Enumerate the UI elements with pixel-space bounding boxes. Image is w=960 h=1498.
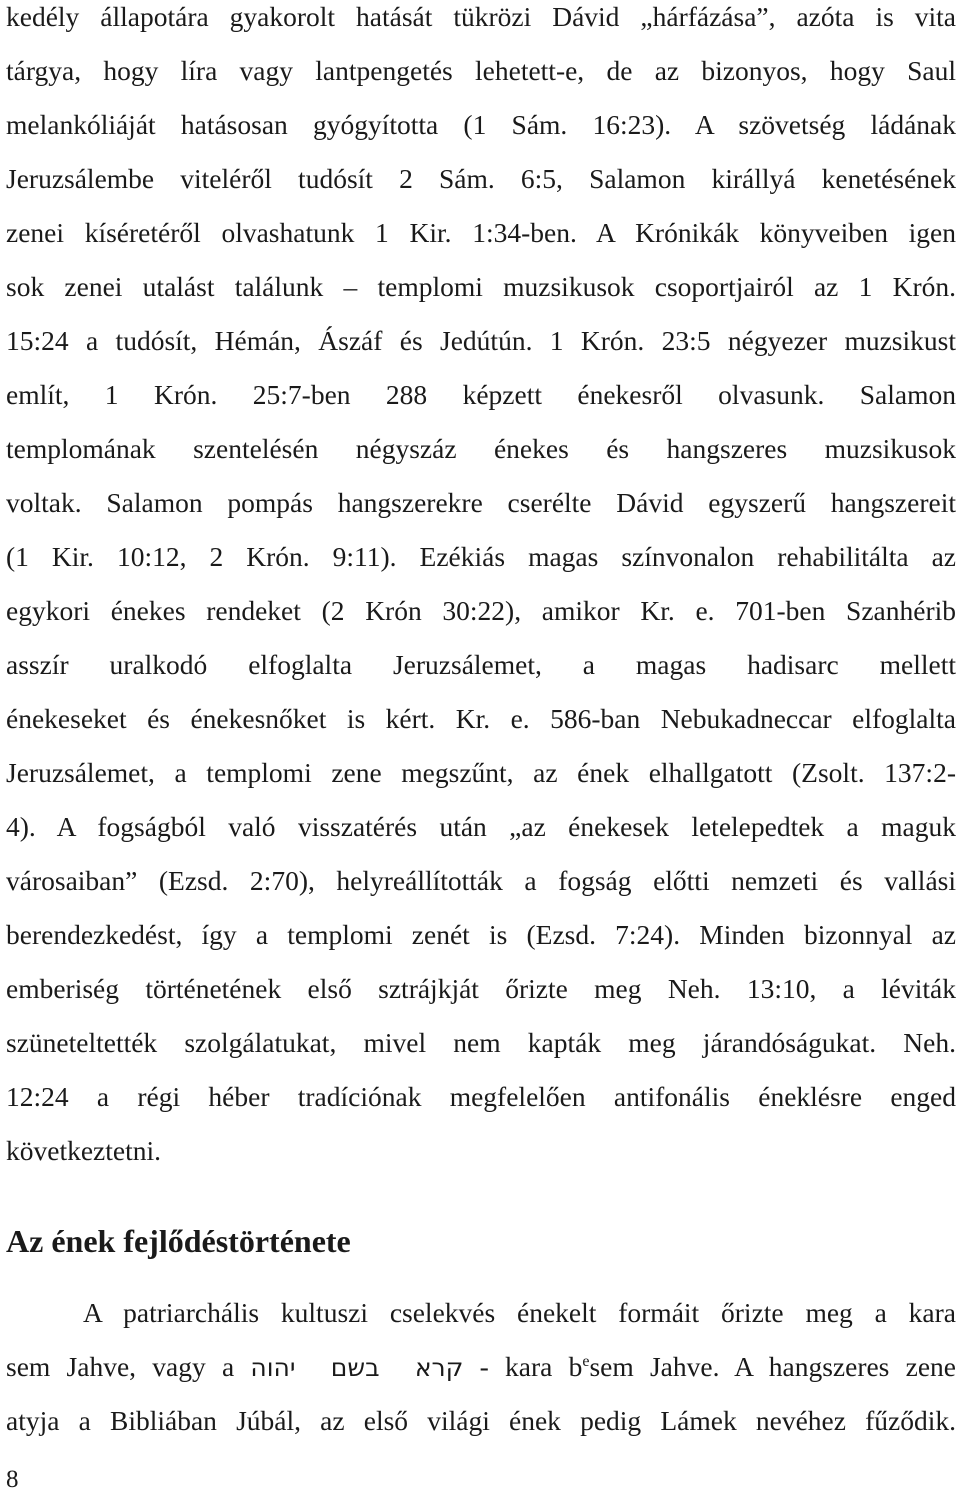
text-line: Jeruzsálemet, a templomi zene megszűnt, az ének elhallgatott (Zsolt. 137:2-: [6, 757, 956, 788]
text-line: városaiban” (Ezsd. 2:70), helyreállították a fogság előtti nemzeti és vallási: [6, 865, 956, 896]
text-line: voltak. Salamon pompás hangszerekre cserélte Dávid egyszerű hangszereit: [6, 487, 956, 518]
text-line: 15:24 a tudósít, Hémán, Ászáf és Jedútún. 1 Krón. 23:5 négyezer muzsikust: [6, 325, 956, 356]
text-line: 12:24 a régi héber tradíciónak megfelelően antifonális éneklésre enged: [6, 1081, 956, 1112]
hebrew-phrase: קרא בשם יהוה: [250, 1353, 464, 1382]
text-line: templomának szentelésén négyszáz énekes és hangszeres muzsikusok: [6, 433, 956, 464]
text-line: sok zenei utalást találunk – templomi muzsikusok csoportjairól az 1 Krón.: [6, 271, 956, 302]
text-line: szüneteltették szolgálatukat, mivel nem kapták meg járandóságukat. Neh.: [6, 1027, 956, 1058]
text-line: zenei kíséretéről olvashatunk 1 Kir. 1:34-ben. A Krónikák könyveiben igen: [6, 217, 956, 248]
page-number: 8: [6, 1466, 19, 1493]
text-line: említ, 1 Krón. 25:7-ben 288 képzett énekesről olvasunk. Salamon: [6, 379, 956, 410]
text-fragment-start: - kara b: [479, 1351, 583, 1382]
text-fragment: [480, 1351, 956, 1382]
text-line: tárgya, hogy líra vagy lantpengetés lehetett-e, de az bizonyos, hogy Saul: [6, 55, 956, 86]
text-line: atyja a Bibliában Júbál, az első világi ének pedig Lámek nevéhez fűződik.: [6, 1405, 956, 1436]
section-heading: Az ének fejlődéstörténete: [6, 1223, 351, 1259]
text-line: A patriarchális kultuszi cselekvés énekelt formáit őrizte meg a kara: [83, 1297, 956, 1328]
text-fragment-end: sem Jahve. A hangszeres zene: [589, 1351, 956, 1382]
text-line: melankóliáját hatásosan gyógyította (1 Sám. 16:23). A szövetség ládának: [6, 109, 956, 140]
text-line: Jeruzsálembe viteléről tudósít 2 Sám. 6:5, Salamon királlyá kenetésének: [6, 163, 956, 194]
text-line: (1 Kir. 10:12, 2 Krón. 9:11). Ezékiás magas színvonalon rehabilitálta az: [6, 541, 956, 572]
text-line: emberiség történetének első sztrájkját őrizte meg Neh. 13:10, a léviták: [6, 973, 956, 1004]
text-line: asszír uralkodó elfoglalta Jeruzsálemet, a magas hadisarc mellett: [6, 649, 956, 680]
text-line: egykori énekes rendeket (2 Krón 30:22), amikor Kr. e. 701-ben Szanhérib: [6, 595, 956, 626]
text-fragment: sem Jahve, vagy a: [6, 1351, 235, 1382]
text-line: következtetni.: [6, 1135, 162, 1166]
superscript-letter: e: [582, 1352, 590, 1370]
text-line: berendezkedést, így a templomi zenét is (Ezsd. 7:24). Minden bizonnyal az: [6, 919, 956, 950]
text-line: kedély állapotára gyakorolt hatását tükrözi Dávid „hárfázása”, azóta is vita: [6, 1, 956, 32]
text-line-with-hebrew: [6, 1340, 956, 1394]
text-line: 4). A fogságból való visszatérés után „az énekesek letelepedtek a maguk: [6, 811, 956, 842]
text-line: énekeseket és énekesnőket is kért. Kr. e. 586-ban Nebukadneccar elfoglalta: [6, 703, 956, 734]
